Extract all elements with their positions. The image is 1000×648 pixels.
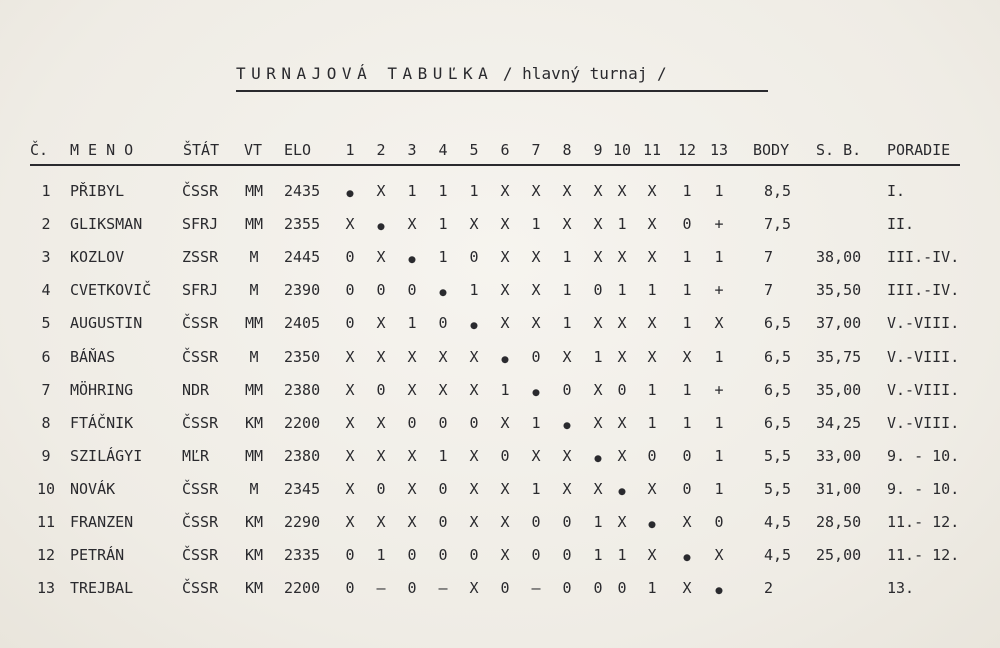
page-title: [236, 64, 667, 83]
player-points: 4,5: [764, 513, 792, 531]
result-cell: 0: [562, 513, 572, 531]
player-state: NDR: [182, 380, 210, 399]
result-cell: 1: [593, 347, 603, 366]
result-cell: X: [500, 314, 510, 333]
player-rank: V.-VIII.: [887, 413, 960, 432]
player-rank: 9. - 10.: [887, 446, 960, 465]
result-cell: 0: [682, 215, 692, 234]
player-rank: V.-VIII.: [887, 347, 960, 366]
result-cell: X: [407, 446, 417, 465]
result-cell: X: [593, 380, 603, 399]
result-cell: X: [376, 347, 386, 366]
player-state: ČSSR: [182, 413, 219, 432]
result-cell: 0: [376, 479, 386, 498]
result-cell: X: [345, 446, 355, 465]
player-rank: II.: [887, 215, 915, 234]
player-name: TREJBAL: [70, 579, 134, 598]
title-sub: / hlavný turnaj /: [502, 64, 667, 83]
result-cell: X: [531, 446, 541, 465]
result-cell: X: [407, 215, 417, 234]
result-cell: 0: [617, 380, 627, 399]
header-round-12: 12: [677, 141, 697, 159]
header-round-1: 1: [345, 141, 355, 159]
result-cell: X: [345, 413, 355, 432]
header-round-9: 9: [593, 141, 603, 159]
header-no: Č.: [30, 141, 49, 159]
row-number: 12: [36, 546, 56, 565]
player-title: M: [249, 281, 259, 300]
result-cell: X: [531, 182, 541, 200]
result-cell: +: [714, 215, 724, 234]
result-cell: X: [407, 479, 417, 498]
result-cell: 1: [682, 413, 692, 432]
header-round-11: 11: [642, 141, 662, 159]
player-sb: 33,00: [816, 446, 862, 465]
result-cell: X: [376, 182, 386, 200]
player-points: 6,5: [764, 314, 792, 333]
result-cell: 1: [647, 281, 657, 300]
row-number: 4: [41, 281, 51, 300]
result-cell: 0: [345, 546, 355, 565]
player-title: KM: [244, 579, 264, 598]
result-cell: 1: [407, 314, 417, 333]
result-cell: X: [345, 479, 355, 498]
player-state: MĽR: [182, 446, 210, 465]
result-cell: X: [469, 215, 479, 234]
result-cell: X: [562, 347, 572, 366]
result-cell: 0: [438, 479, 448, 498]
player-elo: 2355: [284, 215, 321, 234]
result-cell: X: [562, 215, 572, 234]
result-cell: 1: [714, 347, 724, 366]
result-cell: X: [647, 215, 657, 234]
result-cell: X: [647, 479, 657, 498]
player-points: 5,5: [764, 446, 792, 465]
result-cell: X: [438, 347, 448, 366]
player-sb: 28,50: [816, 513, 862, 531]
result-cell: X: [617, 182, 627, 200]
result-cell: 0: [469, 413, 479, 432]
player-name: KOZLOV: [70, 248, 125, 267]
result-cell: X: [438, 380, 448, 399]
result-cell: 0: [376, 380, 386, 399]
header-name: M E N O: [70, 141, 134, 159]
result-cell: 0: [617, 579, 627, 598]
player-points: 2: [764, 579, 774, 598]
result-cell: 1: [562, 314, 572, 333]
player-state: ZSSR: [182, 248, 219, 267]
result-cell: X: [345, 380, 355, 399]
player-points: 7,5: [764, 215, 792, 234]
result-cell: X: [469, 380, 479, 399]
player-points: 4,5: [764, 546, 792, 565]
player-rank: III.-IV.: [887, 248, 960, 267]
player-sb: 35,50: [816, 281, 862, 300]
diagonal-dot: [440, 289, 447, 296]
result-cell: X: [562, 446, 572, 465]
result-cell: –: [376, 579, 386, 598]
result-cell: X: [469, 347, 479, 366]
result-cell: 0: [469, 546, 479, 565]
player-rank: 11.- 12.: [887, 513, 960, 531]
result-cell: 1: [407, 182, 417, 200]
player-name: AUGUSTIN: [70, 314, 143, 333]
player-elo: 2290: [284, 513, 321, 531]
player-elo: 2200: [284, 579, 321, 598]
diagonal-dot: [502, 356, 509, 363]
result-cell: 1: [714, 182, 724, 200]
result-cell: 1: [682, 314, 692, 333]
header-round-7: 7: [531, 141, 541, 159]
header-round-8: 8: [562, 141, 572, 159]
player-title: KM: [244, 413, 264, 432]
result-cell: 0: [407, 546, 417, 565]
result-cell: 1: [647, 380, 657, 399]
header-round-10: 10: [612, 141, 632, 159]
result-cell: X: [647, 182, 657, 200]
result-cell: X: [531, 314, 541, 333]
result-cell: 1: [469, 182, 479, 200]
result-cell: 0: [438, 546, 448, 565]
header-round-4: 4: [438, 141, 448, 159]
result-cell: 1: [617, 281, 627, 300]
result-cell: 1: [714, 479, 724, 498]
player-points: 6,5: [764, 413, 792, 432]
result-cell: X: [593, 413, 603, 432]
result-cell: 1: [682, 248, 692, 267]
row-number: 10: [36, 479, 56, 498]
player-elo: 2405: [284, 314, 321, 333]
header-state: ŠTÁT: [183, 141, 220, 159]
row-number: 3: [41, 248, 51, 267]
result-cell: X: [617, 248, 627, 267]
result-cell: 0: [562, 380, 572, 399]
player-state: ČSSR: [182, 546, 219, 565]
header-round-13: 13: [709, 141, 729, 159]
player-state: ČSSR: [182, 479, 219, 498]
result-cell: X: [593, 215, 603, 234]
player-title: MM: [244, 215, 264, 234]
player-sb: 37,00: [816, 314, 862, 333]
result-cell: X: [500, 413, 510, 432]
result-cell: X: [500, 281, 510, 300]
result-cell: 0: [469, 248, 479, 267]
result-cell: X: [345, 513, 355, 531]
result-cell: 1: [714, 248, 724, 267]
player-title: M: [249, 347, 259, 366]
player-sb: 35,00: [816, 380, 862, 399]
result-cell: X: [376, 513, 386, 531]
result-cell: –: [438, 579, 448, 598]
player-state: SFRJ: [182, 281, 219, 300]
result-cell: X: [345, 347, 355, 366]
result-cell: X: [617, 314, 627, 333]
result-cell: 1: [438, 215, 448, 234]
row-number: 1: [41, 182, 51, 200]
player-points: 6,5: [764, 347, 792, 366]
row-number: 8: [41, 413, 51, 432]
result-cell: 1: [617, 546, 627, 565]
row-number: 5: [41, 314, 51, 333]
result-cell: X: [647, 546, 657, 565]
title-underline: [236, 90, 768, 92]
player-sb: 25,00: [816, 546, 862, 565]
result-cell: 1: [682, 182, 692, 200]
player-elo: 2435: [284, 182, 321, 200]
player-elo: 2380: [284, 380, 321, 399]
result-cell: X: [617, 513, 627, 531]
result-cell: X: [469, 479, 479, 498]
header-underline: [30, 164, 960, 166]
result-cell: X: [407, 513, 417, 531]
player-points: 8,5: [764, 182, 792, 200]
result-cell: 1: [531, 479, 541, 498]
title-main: TURNAJOVÁ TABUĽKA: [236, 64, 494, 83]
result-cell: 1: [438, 248, 448, 267]
diagonal-dot: [716, 587, 723, 594]
result-cell: 0: [562, 546, 572, 565]
diagonal-dot: [619, 488, 626, 495]
result-cell: 0: [438, 513, 448, 531]
player-title: M: [249, 248, 259, 267]
result-cell: 0: [345, 281, 355, 300]
result-cell: +: [714, 380, 724, 399]
player-sb: 35,75: [816, 347, 862, 366]
diagonal-dot: [378, 223, 385, 230]
result-cell: 1: [376, 546, 386, 565]
result-cell: 0: [345, 248, 355, 267]
header-rank: PORADIE: [887, 141, 951, 159]
result-cell: X: [376, 446, 386, 465]
result-cell: 1: [593, 513, 603, 531]
result-cell: X: [469, 446, 479, 465]
result-cell: 1: [562, 248, 572, 267]
player-name: NOVÁK: [70, 479, 116, 498]
result-cell: X: [500, 546, 510, 565]
result-cell: X: [617, 446, 627, 465]
player-title: MM: [244, 182, 264, 200]
result-cell: +: [714, 281, 724, 300]
diagonal-dot: [471, 323, 478, 330]
result-cell: 1: [647, 413, 657, 432]
header-sb: S. B.: [816, 141, 862, 159]
player-elo: 2200: [284, 413, 321, 432]
result-cell: 1: [438, 182, 448, 200]
result-cell: 0: [682, 479, 692, 498]
header-vt: VT: [244, 141, 263, 159]
result-cell: X: [647, 347, 657, 366]
player-points: 5,5: [764, 479, 792, 498]
result-cell: X: [500, 182, 510, 200]
player-title: KM: [244, 513, 264, 531]
result-cell: 0: [438, 413, 448, 432]
result-cell: 0: [345, 579, 355, 598]
header-round-3: 3: [407, 141, 417, 159]
row-number: 7: [41, 380, 51, 399]
result-cell: 0: [714, 513, 724, 531]
result-cell: X: [562, 479, 572, 498]
result-cell: 0: [438, 314, 448, 333]
result-cell: X: [407, 347, 417, 366]
result-cell: 0: [593, 281, 603, 300]
player-rank: V.-VIII.: [887, 380, 960, 399]
result-cell: 0: [345, 314, 355, 333]
result-cell: 0: [407, 579, 417, 598]
result-cell: X: [469, 579, 479, 598]
player-state: ČSSR: [182, 182, 219, 200]
player-points: 7: [764, 281, 774, 300]
header-round-6: 6: [500, 141, 510, 159]
row-number: 6: [41, 347, 51, 366]
player-title: MM: [244, 380, 264, 399]
result-cell: X: [714, 546, 724, 565]
result-cell: 1: [469, 281, 479, 300]
player-elo: 2335: [284, 546, 321, 565]
row-number: 13: [36, 579, 56, 598]
diagonal-dot: [409, 256, 416, 263]
result-cell: X: [376, 413, 386, 432]
result-cell: 0: [531, 513, 541, 531]
result-cell: 1: [682, 281, 692, 300]
player-name: FRANZEN: [70, 513, 134, 531]
player-sb: 38,00: [816, 248, 862, 267]
result-cell: X: [376, 248, 386, 267]
result-cell: 1: [647, 579, 657, 598]
result-cell: X: [531, 281, 541, 300]
result-cell: X: [562, 182, 572, 200]
result-cell: 0: [593, 579, 603, 598]
result-cell: –: [531, 579, 541, 598]
row-number: 9: [41, 446, 51, 465]
result-cell: X: [376, 314, 386, 333]
result-cell: X: [647, 248, 657, 267]
player-elo: 2380: [284, 446, 321, 465]
result-cell: 1: [682, 380, 692, 399]
player-name: MÖHRING: [70, 380, 134, 399]
result-cell: 0: [562, 579, 572, 598]
result-cell: 1: [531, 413, 541, 432]
header-round-2: 2: [376, 141, 386, 159]
result-cell: 0: [531, 347, 541, 366]
result-cell: X: [593, 248, 603, 267]
player-points: 7: [764, 248, 774, 267]
result-cell: X: [593, 314, 603, 333]
result-cell: 0: [647, 446, 657, 465]
result-cell: 1: [562, 281, 572, 300]
player-name: PETRÁN: [70, 546, 125, 565]
player-rank: V.-VIII.: [887, 314, 960, 333]
player-name: GLIKSMAN: [70, 215, 143, 234]
player-name: FTÁČNIK: [70, 413, 134, 432]
player-rank: I.: [887, 182, 906, 200]
diagonal-dot: [595, 455, 602, 462]
player-title: KM: [244, 546, 264, 565]
player-title: M: [249, 479, 259, 498]
player-rank: 9. - 10.: [887, 479, 960, 498]
result-cell: X: [593, 479, 603, 498]
result-cell: 0: [682, 446, 692, 465]
diagonal-dot: [533, 389, 540, 396]
result-cell: 0: [376, 281, 386, 300]
result-cell: 0: [500, 446, 510, 465]
player-sb: 31,00: [816, 479, 862, 498]
result-cell: X: [682, 347, 692, 366]
player-state: ČSSR: [182, 314, 219, 333]
player-elo: 2345: [284, 479, 321, 498]
header-round-5: 5: [469, 141, 479, 159]
result-cell: X: [500, 248, 510, 267]
player-elo: 2390: [284, 281, 321, 300]
result-cell: X: [714, 314, 724, 333]
player-elo: 2445: [284, 248, 321, 267]
result-cell: 1: [714, 446, 724, 465]
diagonal-dot: [564, 422, 571, 429]
diagonal-dot: [347, 190, 354, 197]
player-title: MM: [244, 446, 264, 465]
result-cell: 1: [438, 446, 448, 465]
player-points: 6,5: [764, 380, 792, 399]
player-name: CVETKOVIČ: [70, 281, 152, 300]
result-cell: 1: [617, 215, 627, 234]
player-rank: III.-IV.: [887, 281, 960, 300]
result-cell: 1: [500, 380, 510, 399]
result-cell: 0: [531, 546, 541, 565]
player-state: ČSSR: [182, 513, 219, 531]
player-name: SZILÁGYI: [70, 446, 143, 465]
result-cell: 1: [593, 546, 603, 565]
player-state: ČSSR: [182, 347, 219, 366]
result-cell: X: [531, 248, 541, 267]
result-cell: X: [500, 215, 510, 234]
result-cell: X: [469, 513, 479, 531]
player-name: PŘIBYL: [70, 182, 125, 200]
result-cell: X: [500, 513, 510, 531]
result-cell: X: [682, 513, 692, 531]
result-cell: X: [593, 182, 603, 200]
result-cell: X: [500, 479, 510, 498]
header-elo: ELO: [284, 141, 312, 159]
player-rank: 11.- 12.: [887, 546, 960, 565]
player-sb: 34,25: [816, 413, 862, 432]
header-points: BODY: [753, 141, 790, 159]
player-title: MM: [244, 314, 264, 333]
result-cell: 0: [407, 413, 417, 432]
result-cell: X: [407, 380, 417, 399]
player-state: SFRJ: [182, 215, 219, 234]
result-cell: X: [647, 314, 657, 333]
player-elo: 2350: [284, 347, 321, 366]
result-cell: X: [617, 347, 627, 366]
player-state: ČSSR: [182, 579, 219, 598]
row-number: 11: [36, 513, 56, 531]
result-cell: 0: [500, 579, 510, 598]
row-number: 2: [41, 215, 51, 234]
result-cell: 1: [531, 215, 541, 234]
player-name: BÁŇAS: [70, 347, 116, 366]
result-cell: 1: [714, 413, 724, 432]
player-rank: 13.: [887, 579, 915, 598]
diagonal-dot: [649, 521, 656, 528]
result-cell: X: [682, 579, 692, 598]
diagonal-dot: [684, 554, 691, 561]
result-cell: X: [345, 215, 355, 234]
result-cell: X: [617, 413, 627, 432]
result-cell: 0: [407, 281, 417, 300]
